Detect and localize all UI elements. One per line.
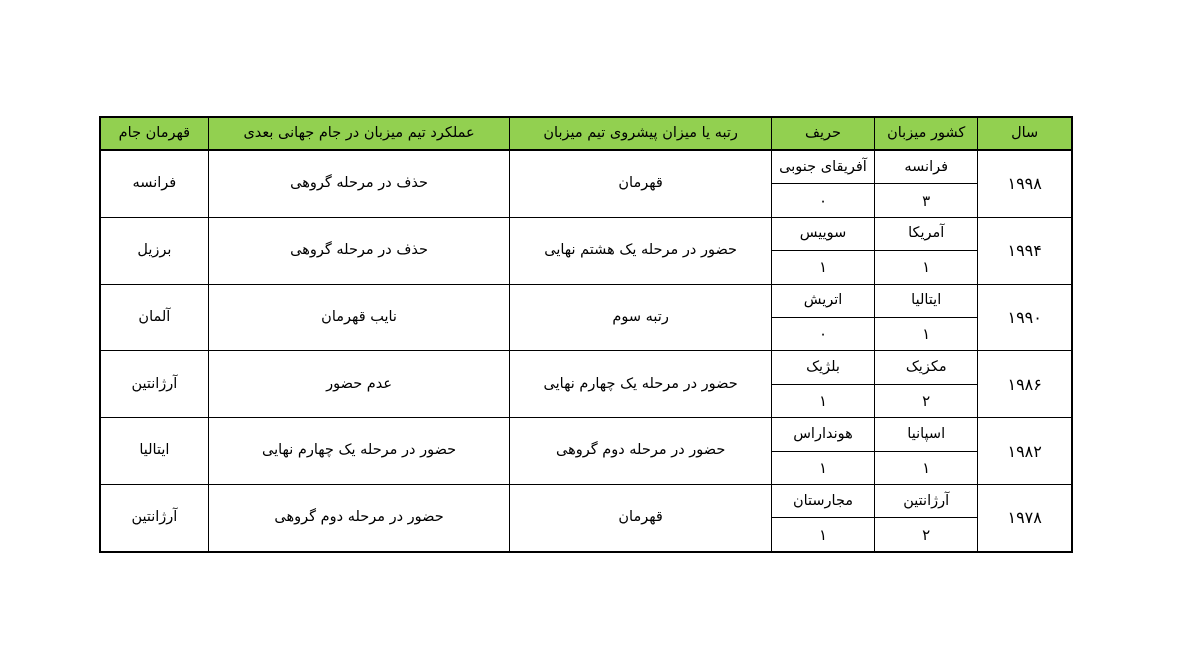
opponent-cell: مجارستان: [771, 485, 874, 518]
table-row: [100, 217, 1072, 250]
header-champion: قهرمان جام: [100, 117, 208, 150]
host-score-cell: ۳: [875, 184, 978, 217]
header-next-performance: عملکرد تیم میزبان در جام جهانی بعدی: [208, 117, 510, 150]
champion-cell: آلمان: [100, 284, 208, 351]
opponent-cell: هونداراس: [771, 418, 874, 451]
host-score-cell: ۱: [875, 451, 978, 484]
next-performance-cell: نایب قهرمان: [208, 284, 510, 351]
year-cell: ۱۹۹۸: [978, 150, 1072, 217]
host-progress-cell: حضور در مرحله دوم گروهی: [510, 418, 772, 485]
host-country-cell: فرانسه: [875, 150, 978, 184]
header-host-country: کشور میزبان: [875, 117, 978, 150]
table-row: [100, 284, 1072, 317]
header-row: [100, 117, 1072, 150]
host-country-cell: مکزیک: [875, 351, 978, 384]
year-cell: ۱۹۸۲: [978, 418, 1072, 485]
year-cell: ۱۹۸۶: [978, 351, 1072, 418]
host-progress-cell: قهرمان: [510, 485, 772, 552]
next-performance-cell: حضور در مرحله یک چهارم نهایی: [208, 418, 510, 485]
opponent-score-cell: ۱: [771, 518, 874, 552]
host-country-cell: اسپانیا: [875, 418, 978, 451]
header-host-progress: رتبه یا میزان پیشروی تیم میزبان: [510, 117, 772, 150]
host-country-cell: آمریکا: [875, 217, 978, 250]
table-row: [100, 150, 1072, 184]
host-score-cell: ۱: [875, 318, 978, 351]
table-row: [100, 351, 1072, 384]
champion-cell: آرژانتین: [100, 351, 208, 418]
header-opponent: حریف: [771, 117, 874, 150]
champion-cell: آرژانتین: [100, 485, 208, 552]
host-score-cell: ۲: [875, 384, 978, 417]
champion-cell: ایتالیا: [100, 418, 208, 485]
opponent-cell: بلژیک: [771, 351, 874, 384]
next-performance-cell: حذف در مرحله گروهی: [208, 217, 510, 284]
world-cup-hosts-table: [99, 116, 1073, 553]
opponent-score-cell: ۱: [771, 451, 874, 484]
opponent-score-cell: ۰: [771, 184, 874, 217]
table-row: [100, 418, 1072, 451]
host-score-cell: ۱: [875, 251, 978, 284]
opponent-cell: آفریقای جنوبی: [771, 150, 874, 184]
header-year: سال: [978, 117, 1072, 150]
next-performance-cell: عدم حضور: [208, 351, 510, 418]
champion-cell: فرانسه: [100, 150, 208, 217]
opponent-score-cell: ۱: [771, 251, 874, 284]
host-progress-cell: رتبه سوم: [510, 284, 772, 351]
host-progress-cell: حضور در مرحله یک چهارم نهایی: [510, 351, 772, 418]
host-country-cell: آرژانتین: [875, 485, 978, 518]
next-performance-cell: حضور در مرحله دوم گروهی: [208, 485, 510, 552]
year-cell: ۱۹۹۴: [978, 217, 1072, 284]
table-row: [100, 485, 1072, 518]
champion-cell: برزیل: [100, 217, 208, 284]
host-progress-cell: حضور در مرحله یک هشتم نهایی: [510, 217, 772, 284]
year-cell: ۱۹۹۰: [978, 284, 1072, 351]
opponent-cell: اتریش: [771, 284, 874, 317]
host-score-cell: ۲: [875, 518, 978, 552]
opponent-score-cell: ۰: [771, 318, 874, 351]
opponent-cell: سوییس: [771, 217, 874, 250]
host-country-cell: ایتالیا: [875, 284, 978, 317]
next-performance-cell: حذف در مرحله گروهی: [208, 150, 510, 217]
opponent-score-cell: ۱: [771, 384, 874, 417]
year-cell: ۱۹۷۸: [978, 485, 1072, 552]
host-progress-cell: قهرمان: [510, 150, 772, 217]
